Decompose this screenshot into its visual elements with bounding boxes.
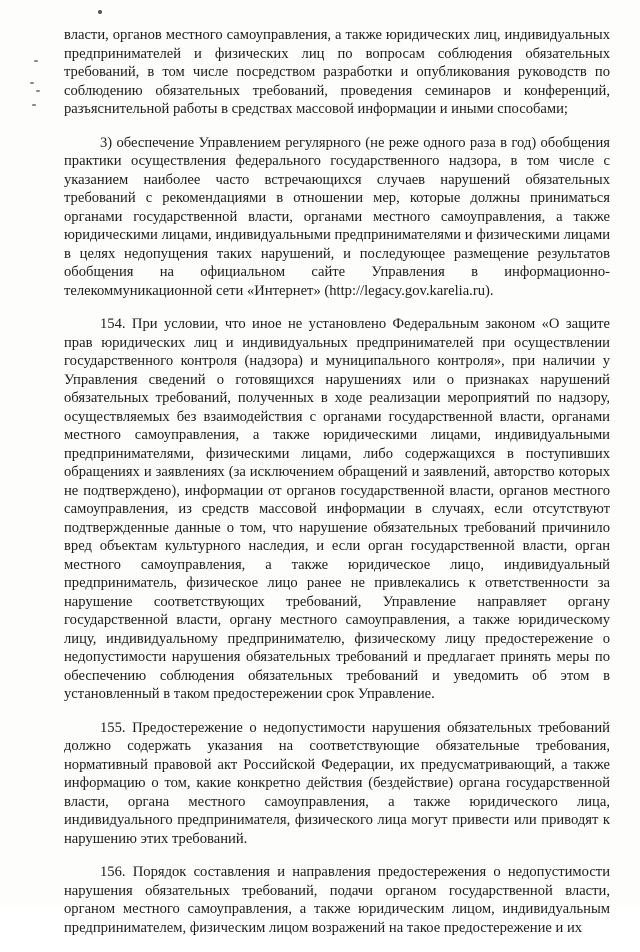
document-body bbox=[64, 26, 610, 952]
scan-mark bbox=[98, 10, 102, 14]
paragraph-item-3: 3) обеспечение Управлением регулярного (не реже одного раза в год) обобщения практики осуществления федерального государственного надзора, в том числе с указанием наиболее часто встречающихся случаев нарушений обязательных требований с рекомендациями в отношении мер, которые должны приниматься органами государственной власти, органами местного самоуправления, а также юридическими лицами, индивидуальными предпринимателями и физическими лицами в целях недопущения таких нарушений, и последующее размещение результатов обобщения на официальном сайте Управления в информационно-телекоммуникационной сети «Интернет» (http://legacy.gov.karelia.ru). bbox=[64, 134, 610, 299]
paragraph-155: 155. Предостережение о недопустимости нарушения обязательных требований должно содержать указания на соответствующие обязательные требования, нормативный правовой акт Российской Федерации, их предусматривающий, а также информацию о том, какие конкретно действия (бездействие) органа государственной власти, органа местного самоуправления, а также юридического лица, индивидуального предпринимателя, физического лица могут привести или приводят к нарушению этих требований. bbox=[64, 719, 610, 847]
margin-mark bbox=[32, 104, 36, 106]
margin-mark bbox=[36, 90, 40, 92]
margin-mark bbox=[34, 60, 38, 62]
paragraph-154: 154. При условии, что иное не установлено Федеральным законом «О защите прав юридических лиц и индивидуальных предпринимателей при осуществлении государственного контроля (надзора) и муниципального контроля», при наличии у Управления сведений о готовящихся нарушениях или о признаках нарушений обязательных требований, полученных в ходе реализации мероприятий по надзору, осуществляемых без взаимодействия с органами государственной власти, органами местного самоуправления, а также юридическими лицами, индивидуальными предпринимателями, физическими лицами, либо содержащихся в поступивших обращениях и заявлениях (за исключением обращений и заявлений, авторство которых не подтверждено), информации от органов государственной власти, органов местного самоуправления, из средств массовой информации в случаях, если отсутствуют подтвержденные данные о том, что нарушение обязательных требований причинило вред объектам культурного наследия, и если орган государственной власти, орган местного самоуправления, а также юридическое лицо, индивидуальный предприниматель, физическое лицо ранее не привлекались к ответственности за нарушение соответствующих требований, Управление направляет органу государственной власти, органу местного самоуправления, а также юридическому лицу, индивидуальному предпринимателю, физическому лицу предостережение о недопустимости нарушения обязательных требований и предлагает принять меры по обеспечению соблюдения обязательных требований и уведомить об этом в установленный в таком предостережении срок Управление. bbox=[64, 316, 610, 702]
margin-mark bbox=[30, 82, 34, 84]
margin-annotation-marks bbox=[28, 60, 48, 140]
paragraph-156: 156. Порядок составления и направления предостережения о недопустимости нарушения обязательных требований, подачи органом государственной власти, органом местного самоуправления, а также юридическим лицом, индивидуальным предпринимателем, физическим лицом возражений на такое предостережение и их bbox=[64, 864, 610, 936]
paragraph-continued: власти, органов местного самоуправления, а также юридических лиц, индивидуальных предпринимателей и физических лиц по вопросам соблюдения обязательных требований, в том числе посредством разработки и опубликования руководств по соблюдению обязательных требований, проведения семинаров и конференций, разъяснительной работы в средствах массовой информации и иными способами; bbox=[64, 27, 610, 117]
